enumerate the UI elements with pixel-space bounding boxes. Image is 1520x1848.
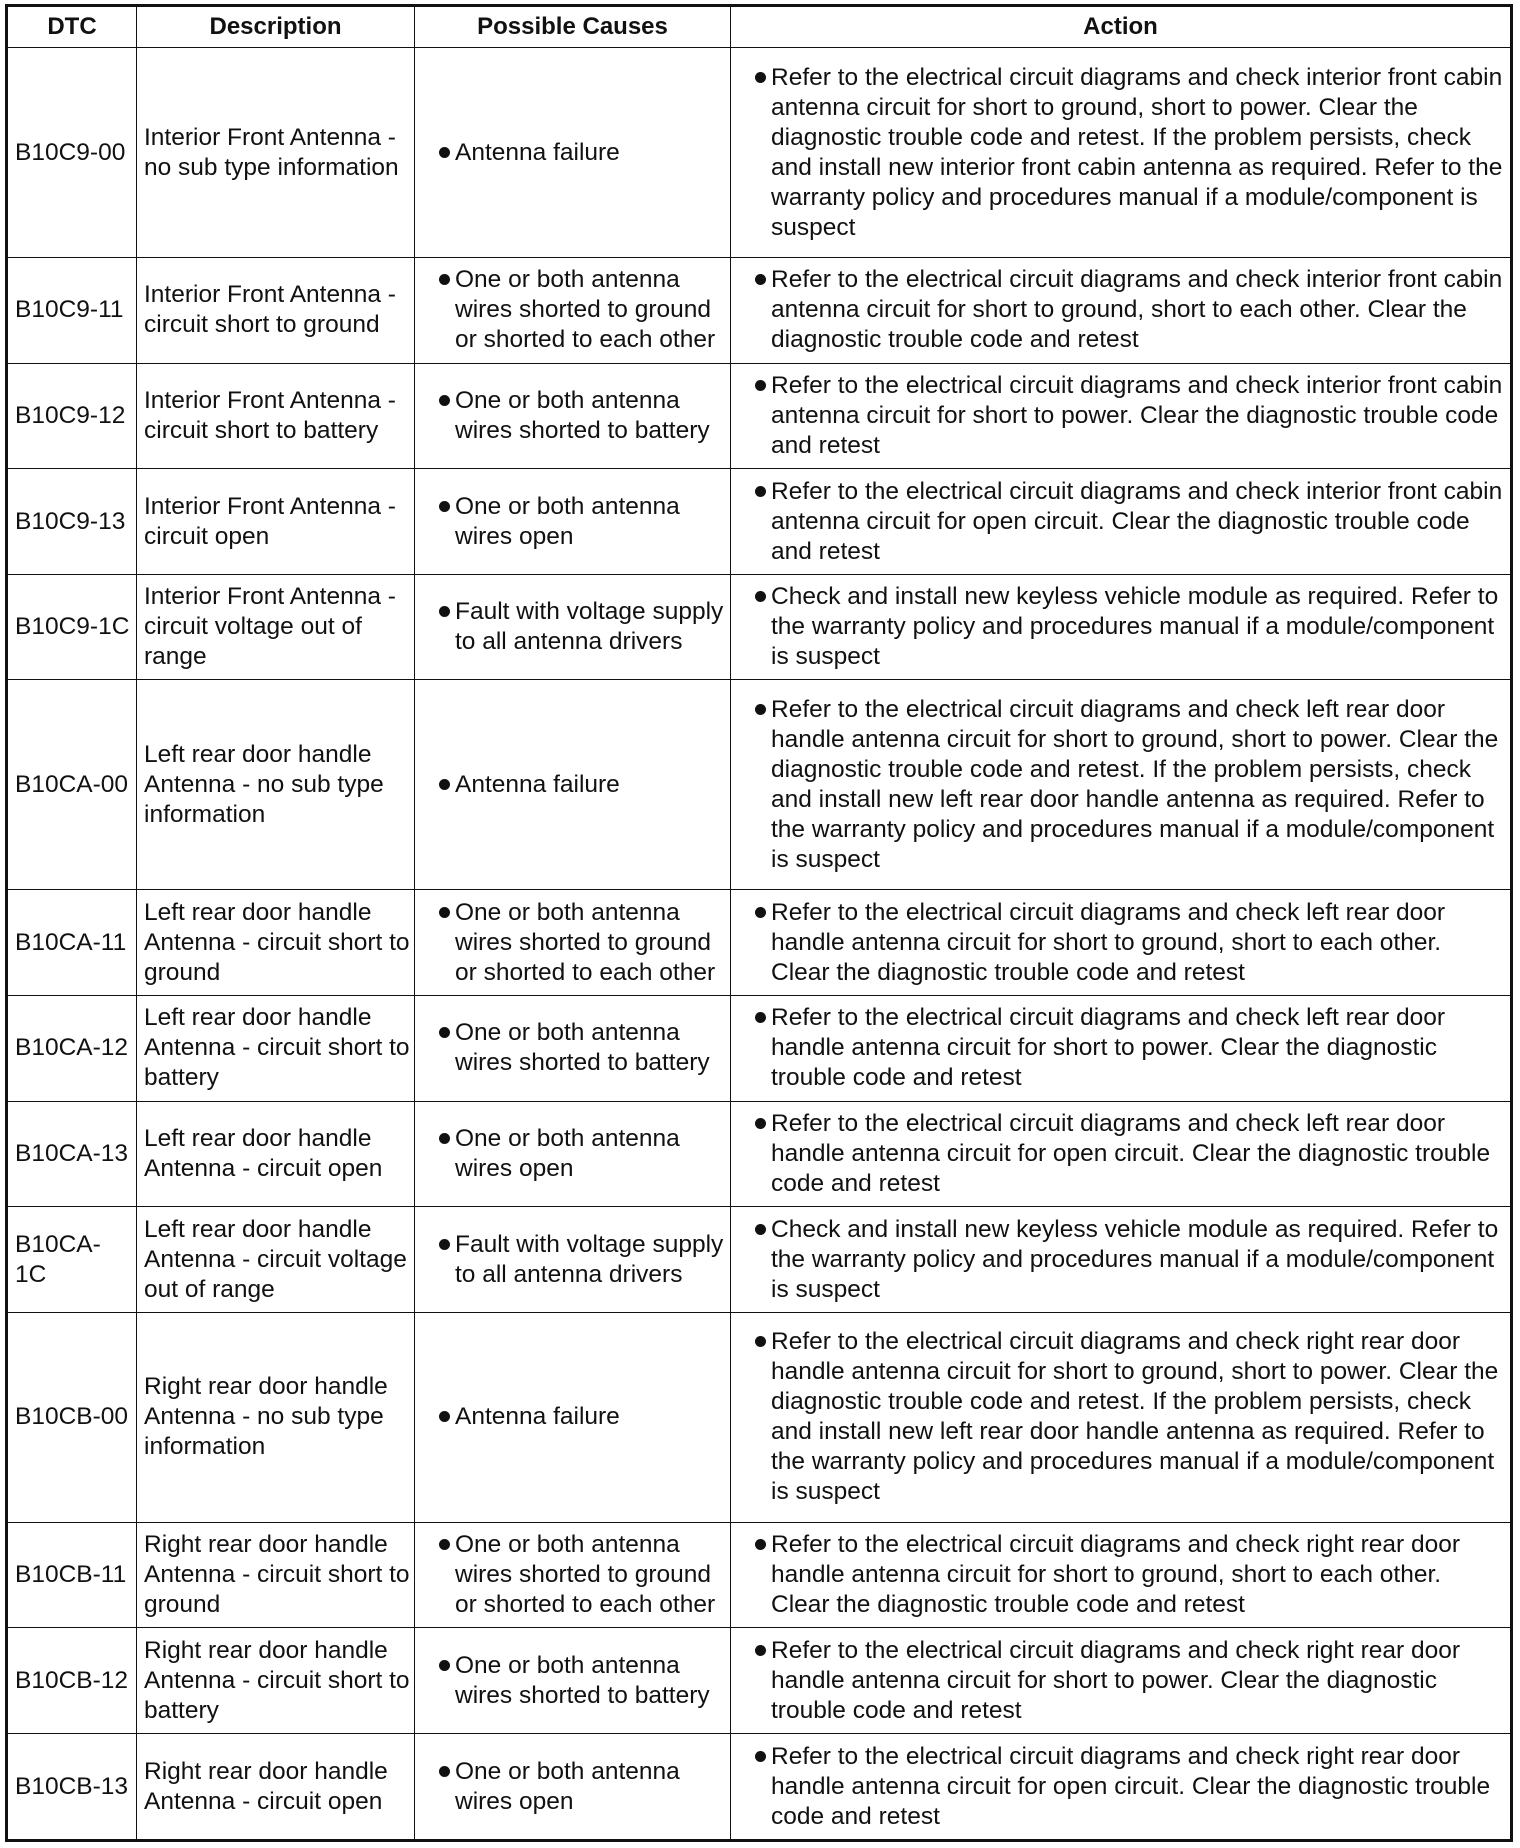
dtc-description: Left rear door handle Antenna - circuit voltage out of range bbox=[137, 1207, 415, 1313]
action-text: Refer to the electrical circuit diagrams and check interior front cabin antenna circuit for short to ground, short to each other. Clear the diagnostic trouble code and retest bbox=[738, 265, 1506, 355]
dtc-description: Right rear door handle Antenna - no sub type information bbox=[137, 1312, 415, 1522]
possible-cause: One or both antenna wires shorted to ground or shorted to each other bbox=[422, 898, 726, 988]
action-text: Refer to the electrical circuit diagrams and check left rear door handle antenna circuit for short to ground, short to each other. Clear the diagnostic trouble code and retest bbox=[738, 898, 1506, 988]
possible-cause: One or both antenna wires shorted to ground or shorted to each other bbox=[422, 1530, 726, 1620]
dtc-description: Interior Front Antenna - no sub type information bbox=[137, 48, 415, 258]
dtc-code: B10CA-11 bbox=[7, 890, 137, 996]
possible-cause: One or both antenna wires shorted to battery bbox=[422, 386, 726, 446]
dtc-description: Left rear door handle Antenna - circuit short to battery bbox=[137, 996, 415, 1102]
table-row bbox=[7, 680, 1512, 890]
dtc-code: B10CB-12 bbox=[7, 1628, 137, 1734]
header-action: Action bbox=[731, 6, 1512, 48]
table-row bbox=[7, 1101, 1512, 1207]
action-text: Refer to the electrical circuit diagrams and check right rear door handle antenna circuit for short to ground, short to each other. Clear the diagnostic trouble code and retest bbox=[738, 1530, 1506, 1620]
action-text: Refer to the electrical circuit diagrams and check interior front cabin antenna circuit for short to ground, short to power. Clear the diagnostic trouble code and retest. If the problem persists, check and install new interior front cabin antenna as required. Refer to the warranty policy and procedures manual if a module/component is suspect bbox=[738, 63, 1506, 243]
table-row bbox=[7, 996, 1512, 1102]
possible-cause: Antenna failure bbox=[422, 138, 726, 168]
action-text: Refer to the electrical circuit diagrams and check left rear door handle antenna circuit for short to power. Clear the diagnostic trouble code and retest bbox=[738, 1003, 1506, 1093]
dtc-code: B10CA-13 bbox=[7, 1101, 137, 1207]
possible-cause: Antenna failure bbox=[422, 770, 726, 800]
dtc-code: B10C9-11 bbox=[7, 258, 137, 364]
table-row bbox=[7, 1628, 1512, 1734]
dtc-description: Interior Front Antenna - circuit open bbox=[137, 469, 415, 575]
possible-cause: Fault with voltage supply to all antenna drivers bbox=[422, 597, 726, 657]
dtc-code: B10C9-00 bbox=[7, 48, 137, 258]
table-row bbox=[7, 1312, 1512, 1522]
dtc-code: B10CB-11 bbox=[7, 1522, 137, 1628]
action-text: Refer to the electrical circuit diagrams and check left rear door handle antenna circuit for open circuit. Clear the diagnostic trouble code and retest bbox=[738, 1109, 1506, 1199]
dtc-description: Right rear door handle Antenna - circuit short to ground bbox=[137, 1522, 415, 1628]
table-row bbox=[7, 258, 1512, 364]
action-text: Refer to the electrical circuit diagrams and check right rear door handle antenna circuit for short to ground, short to power. Clear the diagnostic trouble code and retest. If the problem persists, check and install new left rear door handle antenna as required. Refer to the warranty policy and procedures manual if a module/component is suspect bbox=[738, 1327, 1506, 1507]
possible-cause: One or both antenna wires shorted to ground or shorted to each other bbox=[422, 265, 726, 355]
dtc-description: Interior Front Antenna - circuit short to battery bbox=[137, 363, 415, 469]
possible-cause: Antenna failure bbox=[422, 1402, 726, 1432]
table-row bbox=[7, 469, 1512, 575]
possible-cause: One or both antenna wires open bbox=[422, 1124, 726, 1184]
dtc-code: B10CA-1C bbox=[7, 1207, 137, 1313]
possible-cause: One or both antenna wires shorted to battery bbox=[422, 1651, 726, 1711]
table-row bbox=[7, 1734, 1512, 1841]
action-text: Refer to the electrical circuit diagrams and check right rear door handle antenna circuit for open circuit. Clear the diagnostic trouble code and retest bbox=[738, 1742, 1506, 1832]
header-row bbox=[7, 6, 1512, 48]
dtc-description: Interior Front Antenna - circuit voltage out of range bbox=[137, 574, 415, 680]
table-row bbox=[7, 574, 1512, 680]
dtc-code: B10C9-12 bbox=[7, 363, 137, 469]
possible-cause: Fault with voltage supply to all antenna drivers bbox=[422, 1230, 726, 1290]
dtc-code: B10CA-12 bbox=[7, 996, 137, 1102]
possible-cause: One or both antenna wires open bbox=[422, 492, 726, 552]
action-text: Refer to the electrical circuit diagrams and check interior front cabin antenna circuit for open circuit. Clear the diagnostic trouble code and retest bbox=[738, 477, 1506, 567]
dtc-description: Interior Front Antenna - circuit short to ground bbox=[137, 258, 415, 364]
possible-cause: One or both antenna wires shorted to battery bbox=[422, 1018, 726, 1078]
action-text: Check and install new keyless vehicle module as required. Refer to the warranty policy and procedures manual if a module/component is suspect bbox=[738, 582, 1506, 672]
header-description: Description bbox=[137, 6, 415, 48]
action-text: Check and install new keyless vehicle module as required. Refer to the warranty policy and procedures manual if a module/component is suspect bbox=[738, 1215, 1506, 1305]
dtc-description: Left rear door handle Antenna - circuit short to ground bbox=[137, 890, 415, 996]
dtc-description: Left rear door handle Antenna - no sub type information bbox=[137, 680, 415, 890]
action-text: Refer to the electrical circuit diagrams and check left rear door handle antenna circuit for short to ground, short to power. Clear the diagnostic trouble code and retest. If the problem persists, check and install new left rear door handle antenna as required. Refer to the warranty policy and procedures manual if a module/component is suspect bbox=[738, 695, 1506, 875]
dtc-table bbox=[5, 4, 1513, 1842]
dtc-description: Left rear door handle Antenna - circuit open bbox=[137, 1101, 415, 1207]
header-dtc: DTC bbox=[7, 6, 137, 48]
dtc-description: Right rear door handle Antenna - circuit open bbox=[137, 1734, 415, 1841]
table-row bbox=[7, 890, 1512, 996]
dtc-description: Right rear door handle Antenna - circuit short to battery bbox=[137, 1628, 415, 1734]
dtc-code: B10CB-13 bbox=[7, 1734, 137, 1841]
table-row bbox=[7, 48, 1512, 258]
action-text: Refer to the electrical circuit diagrams and check interior front cabin antenna circuit for short to power. Clear the diagnostic trouble code and retest bbox=[738, 371, 1506, 461]
dtc-code: B10CB-00 bbox=[7, 1312, 137, 1522]
dtc-code: B10C9-13 bbox=[7, 469, 137, 575]
table-row bbox=[7, 1207, 1512, 1313]
dtc-code: B10C9-1C bbox=[7, 574, 137, 680]
header-possible-causes: Possible Causes bbox=[415, 6, 731, 48]
dtc-code: B10CA-00 bbox=[7, 680, 137, 890]
table-row bbox=[7, 363, 1512, 469]
table-row bbox=[7, 1522, 1512, 1628]
possible-cause: One or both antenna wires open bbox=[422, 1757, 726, 1817]
action-text: Refer to the electrical circuit diagrams and check right rear door handle antenna circuit for short to power. Clear the diagnostic trouble code and retest bbox=[738, 1636, 1506, 1726]
